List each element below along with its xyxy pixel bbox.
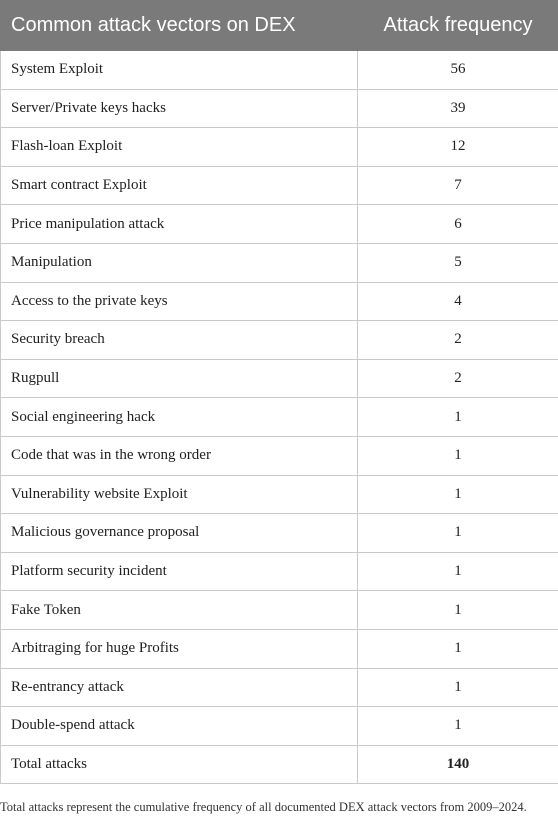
attack-vector-cell: Smart contract Exploit xyxy=(1,166,358,205)
table-row xyxy=(1,282,558,321)
attack-vector-cell: Social engineering hack xyxy=(1,398,358,437)
table-row xyxy=(1,707,558,746)
attack-vector-cell: Manipulation xyxy=(1,243,358,282)
attack-vector-cell: Rugpull xyxy=(1,359,358,398)
attack-vector-cell: System Exploit xyxy=(1,51,358,90)
attack-frequency-cell: 1 xyxy=(358,707,558,746)
table-row xyxy=(1,552,558,591)
attack-frequency-cell: 1 xyxy=(358,398,558,437)
attack-vector-cell: Server/Private keys hacks xyxy=(1,89,358,128)
attack-frequency-cell: 56 xyxy=(358,51,558,90)
attack-frequency-cell: 4 xyxy=(358,282,558,321)
attack-frequency-cell: 1 xyxy=(358,436,558,475)
attack-vector-cell: Fake Token xyxy=(1,591,358,630)
table-row xyxy=(1,398,558,437)
attack-frequency-cell: 1 xyxy=(358,668,558,707)
table-row xyxy=(1,89,558,128)
table-footnote: Total attacks represent the cumulative frequency of all documented DEX attack vectors from 2009–2024. xyxy=(0,799,527,814)
attack-frequency-cell: 2 xyxy=(358,321,558,360)
table-body xyxy=(1,51,558,784)
attack-vector-cell: Double-spend attack xyxy=(1,707,358,746)
attack-frequency-cell: 5 xyxy=(358,243,558,282)
column-header-attack-frequency: Attack frequency xyxy=(358,1,558,51)
total-label-cell: Total attacks xyxy=(1,745,358,784)
table-row xyxy=(1,166,558,205)
attack-frequency-cell: 2 xyxy=(358,359,558,398)
column-header-attack-vectors: Common attack vectors on DEX xyxy=(1,1,358,51)
attack-vector-cell: Flash-loan Exploit xyxy=(1,128,358,167)
attack-vector-cell: Vulnerability website Exploit xyxy=(1,475,358,514)
table-row xyxy=(1,668,558,707)
table-row xyxy=(1,475,558,514)
table-row xyxy=(1,51,558,90)
table-row xyxy=(1,243,558,282)
table-row xyxy=(1,128,558,167)
table-row xyxy=(1,629,558,668)
table-header xyxy=(1,1,558,51)
attack-vector-cell: Access to the private keys xyxy=(1,282,358,321)
total-value-cell: 140 xyxy=(358,745,558,784)
attack-frequency-cell: 1 xyxy=(358,552,558,591)
table-row xyxy=(1,359,558,398)
attack-frequency-cell: 1 xyxy=(358,514,558,553)
attack-frequency-cell: 39 xyxy=(358,89,558,128)
table-row xyxy=(1,205,558,244)
attack-frequency-cell: 1 xyxy=(358,629,558,668)
table-row xyxy=(1,321,558,360)
attack-vector-cell: Code that was in the wrong order xyxy=(1,436,358,475)
attack-vector-cell: Price manipulation attack xyxy=(1,205,358,244)
header-row xyxy=(1,1,558,51)
attack-frequency-cell: 6 xyxy=(358,205,558,244)
table-row xyxy=(1,436,558,475)
attack-frequency-cell: 7 xyxy=(358,166,558,205)
attack-frequency-cell: 1 xyxy=(358,475,558,514)
attack-vector-cell: Arbitraging for huge Profits xyxy=(1,629,358,668)
table-row xyxy=(1,591,558,630)
attack-vector-cell: Re-entrancy attack xyxy=(1,668,358,707)
attack-vector-cell: Platform security incident xyxy=(1,552,358,591)
attack-vector-cell: Security breach xyxy=(1,321,358,360)
attack-frequency-cell: 12 xyxy=(358,128,558,167)
total-row xyxy=(1,745,558,784)
table-row xyxy=(1,514,558,553)
attack-frequency-cell: 1 xyxy=(358,591,558,630)
attack-vector-cell: Malicious governance proposal xyxy=(1,514,358,553)
